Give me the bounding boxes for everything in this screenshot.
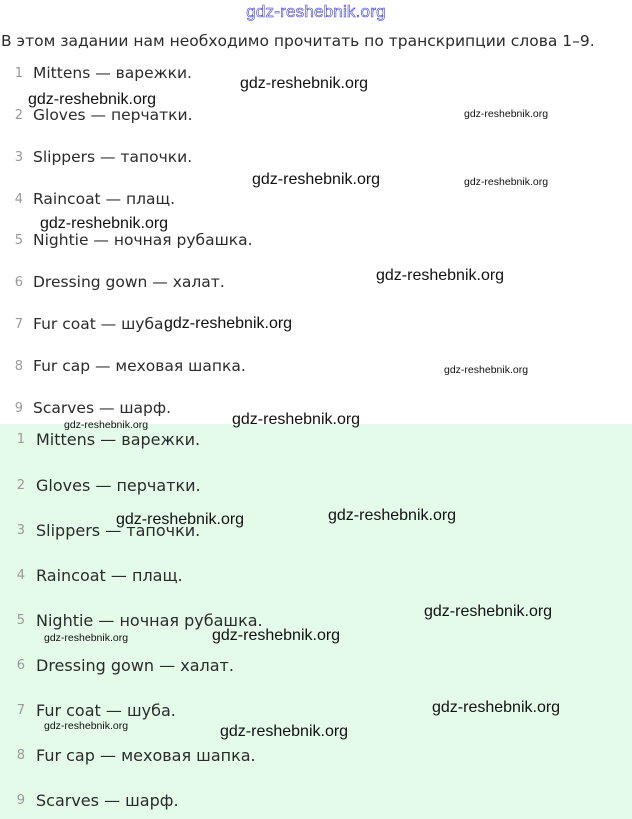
item-number: 5: [14, 233, 23, 248]
item-text: Dressing gown — халат.: [36, 656, 234, 675]
item-text: Gloves — перчатки.: [36, 476, 201, 495]
item-number: 1: [16, 432, 25, 447]
watermark: gdz-reshebnik.org: [252, 171, 381, 188]
watermark: gdz-reshebnik.org: [28, 91, 157, 108]
item-number: 9: [14, 401, 23, 416]
item-text: Fur coat — шуба.: [36, 701, 176, 720]
watermark: gdz-reshebnik.org: [444, 364, 529, 376]
item-number: 9: [16, 793, 25, 808]
watermark: gdz-reshebnik.org: [464, 108, 549, 120]
watermark: gdz-reshebnik.org: [376, 267, 505, 284]
item-number: 2: [16, 478, 25, 493]
item-number: 4: [16, 568, 25, 583]
item-number: 6: [14, 275, 23, 290]
item-text: Dressing gown — халат.: [33, 273, 225, 291]
item-number: 2: [14, 108, 23, 123]
watermark: gdz-reshebnik.org: [464, 176, 549, 188]
item-text: Slippers — тапочки.: [33, 148, 193, 166]
site-header-link[interactable]: gdz-reshebnik.org: [246, 2, 386, 21]
watermark: gdz-reshebnik.org: [212, 627, 341, 644]
item-text: Scarves — шарф.: [33, 399, 172, 417]
item-text: Scarves — шарф.: [36, 791, 179, 810]
watermark: gdz-reshebnik.org: [164, 315, 293, 332]
watermark: gdz-reshebnik.org: [328, 507, 457, 524]
item-text: Mittens — варежки.: [36, 430, 201, 449]
watermark: gdz-reshebnik.org: [232, 411, 361, 428]
task-intro: В этом задании нам необходимо прочитать по транскрипции слова 1–9.: [1, 32, 595, 50]
item-text: Raincoat — плащ.: [33, 190, 176, 208]
watermark: gdz-reshebnik.org: [432, 699, 561, 716]
watermark: gdz-reshebnik.org: [424, 603, 553, 620]
item-text: Nightie — ночная рубашка.: [33, 231, 253, 249]
item-text: Mittens — варежки.: [33, 64, 192, 82]
watermark: gdz-reshebnik.org: [44, 632, 129, 644]
item-text: Nightie — ночная рубашка.: [36, 611, 263, 630]
item-number: 3: [14, 150, 23, 165]
item-text: Fur cap — меховая шапка.: [33, 357, 246, 375]
watermark: gdz-reshebnik.org: [44, 720, 129, 732]
item-text: Gloves — перчатки.: [33, 106, 193, 124]
watermark: gdz-reshebnik.org: [40, 215, 169, 232]
item-number: 7: [16, 703, 25, 718]
item-text: Raincoat — плащ.: [36, 566, 183, 585]
watermark: gdz-reshebnik.org: [220, 723, 349, 740]
item-text: Fur coat — шуба.: [33, 315, 169, 333]
item-number: 5: [16, 613, 25, 628]
watermark: gdz-reshebnik.org: [116, 511, 245, 528]
item-number: 7: [14, 317, 23, 332]
item-number: 4: [14, 192, 23, 207]
item-number: 8: [16, 748, 25, 763]
item-number: 3: [16, 523, 25, 538]
item-number: 1: [14, 66, 23, 81]
item-text: Fur cap — меховая шапка.: [36, 746, 256, 765]
item-text: Slippers — тапочки.: [36, 521, 201, 540]
item-number: 6: [16, 658, 25, 673]
watermark: gdz-reshebnik.org: [64, 419, 149, 431]
watermark: gdz-reshebnik.org: [240, 75, 369, 92]
item-number: 8: [14, 359, 23, 374]
